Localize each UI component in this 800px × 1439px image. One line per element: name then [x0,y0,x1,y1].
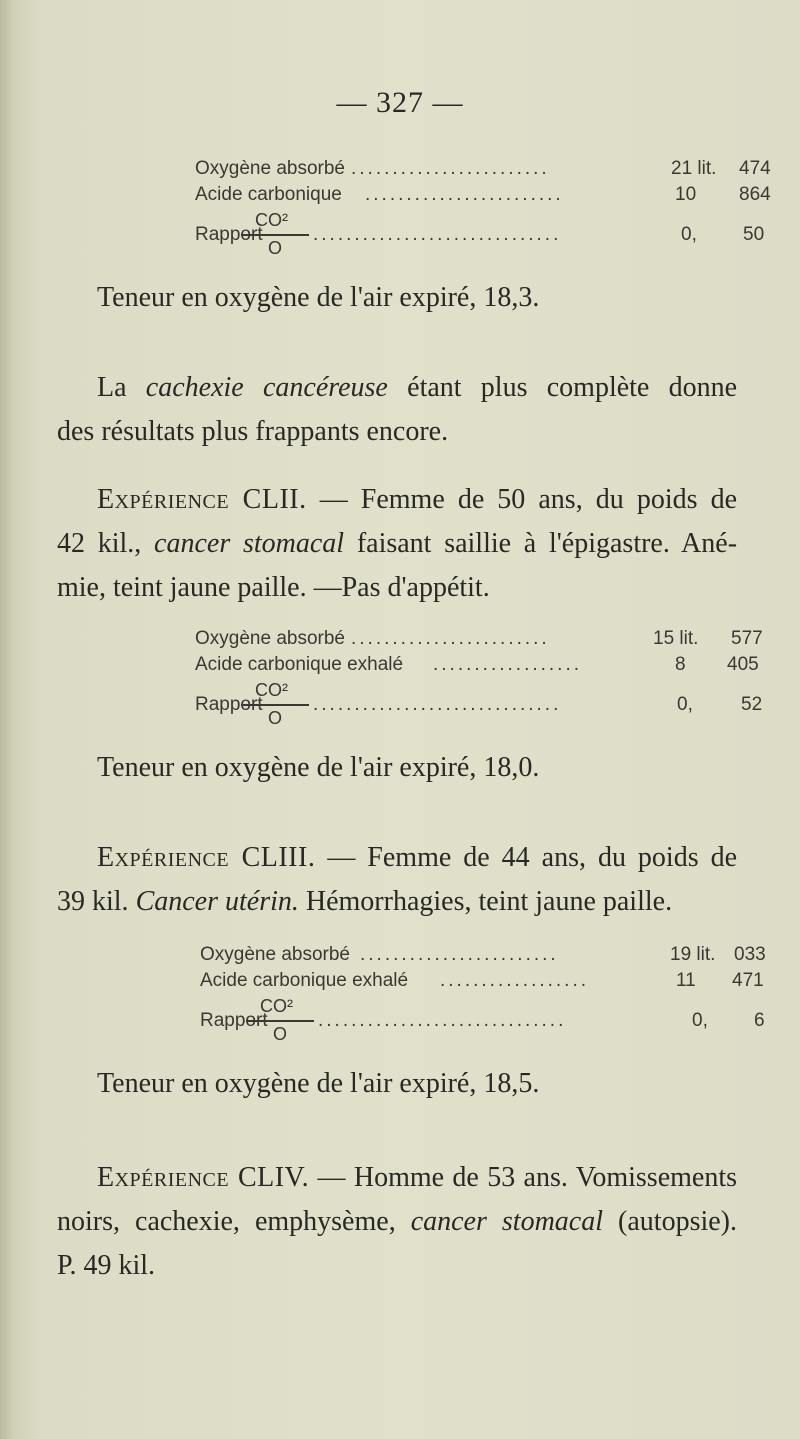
text-line [57,1200,737,1244]
ratio-label: Rapport [195,694,263,715]
row-label: Acide carbonique [195,184,342,205]
text-line [57,522,737,566]
value-ml: 474 [739,158,771,179]
row-label: Oxygène absorbé [195,628,345,649]
table-1 [195,158,771,272]
teneur-paragraph-1: Teneur en oxygène de l'air expiré, 18,3. [97,282,540,313]
ratio-denominator: O [268,238,283,258]
ratio-decimal: 6 [754,1010,765,1031]
text-fragment: La [97,372,127,403]
table-row [195,158,771,184]
ratio-numerator: CO² [255,210,288,230]
text-fragment: — Femme de 44 ans, du poids de [327,842,738,873]
leader-dots: ........................ [365,184,564,205]
ratio-row [200,996,765,1058]
text-fragment: 39 kil. [57,886,129,917]
ratio-label: Rapport [200,1010,268,1031]
leader-dots: .............................. [313,224,562,245]
table-3 [200,944,766,1058]
italic-term: cancer stomacal [154,528,345,559]
italic-term: cancer stomacal [410,1206,604,1237]
text-line: mie, teint jaune paille. —Pas d'appétit. [57,572,490,603]
text-fragment: 42 kil., [57,528,142,559]
teneur-paragraph-2: Teneur en oxygène de l'air expiré, 18,0. [97,752,540,783]
text-line: des résultats plus frappants encore. [57,416,449,447]
italic-term: cachexie cancéreuse [145,372,388,403]
experience-154-paragraph [57,1156,737,1288]
text-line: P. 49 kil. [57,1250,156,1281]
leader-dots: ........................ [351,158,550,179]
page-number: — 327 — [336,86,464,119]
leader-dots: .............................. [313,694,562,715]
text-line [97,1156,737,1200]
value-ml: 864 [739,184,771,205]
value-liters: 15 lit. [653,628,699,649]
text-fragment: Hémorrhagies, teint jaune paille. [305,886,673,917]
text-fragment: étant plus complète donne [407,372,738,403]
value-ml: 405 [727,654,759,675]
teneur-paragraph-3: Teneur en oxygène de l'air expiré, 18,5. [97,1068,540,1099]
leader-dots: .................. [440,970,590,991]
leader-dots: .................. [433,654,583,675]
value-liters: 19 lit. [670,944,716,965]
experience-heading: Expérience CLII. [97,484,307,515]
text-fragment: (autopsie). [618,1206,737,1237]
ratio-numerator: CO² [255,680,288,700]
value-liters: 8 [675,654,686,675]
row-label: Acide carbonique exhalé [195,654,404,675]
ratio-row [195,680,763,742]
table-row [195,654,759,680]
table-row [200,944,766,970]
ratio-label: Rapport [195,224,263,245]
table-row [195,628,763,654]
text-line [97,478,737,522]
table-2 [195,628,763,742]
table-row [195,184,771,210]
experience-153-paragraph [57,836,738,924]
ratio-decimal: 50 [743,224,765,245]
ratio-decimal: 52 [741,694,763,715]
experience-heading: Expérience CLIV. [97,1162,310,1193]
text-fragment: — Femme de 50 ans, du poids de [319,484,738,515]
ratio-integer: 0, [692,1010,708,1031]
leader-dots: ........................ [360,944,559,965]
leader-dots: ........................ [351,628,550,649]
cachexie-paragraph [57,366,738,454]
row-label: Oxygène absorbé [200,944,350,965]
text-line [57,880,737,924]
row-label: Oxygène absorbé [195,158,345,179]
table-row [200,970,764,996]
value-liters: 11 [676,970,696,991]
ratio-denominator: O [273,1024,288,1044]
ratio-row [195,210,765,272]
value-liters: 10 [675,184,697,205]
value-ml: 033 [734,944,766,965]
ratio-denominator: O [268,708,283,728]
row-label: Acide carbonique exhalé [200,970,409,991]
text-line [97,836,737,880]
experience-heading: Expérience CLIII. [97,842,316,873]
text-line [97,366,737,410]
ratio-numerator: CO² [260,996,293,1016]
text-fragment: — Homme de 53 ans. Vomissements [317,1162,737,1193]
ratio-integer: 0, [677,694,693,715]
italic-term: Cancer utérin. [135,886,299,917]
value-ml: 471 [732,970,764,991]
ratio-integer: 0, [681,224,697,245]
value-liters: 21 lit. [671,158,717,179]
experience-152-paragraph [57,478,738,610]
value-ml: 577 [731,628,763,649]
leader-dots: .............................. [318,1010,567,1031]
text-fragment: faisant saillie à l'épigastre. Ané- [356,528,738,559]
text-fragment: noirs, cachexie, emphysème, [57,1206,396,1237]
